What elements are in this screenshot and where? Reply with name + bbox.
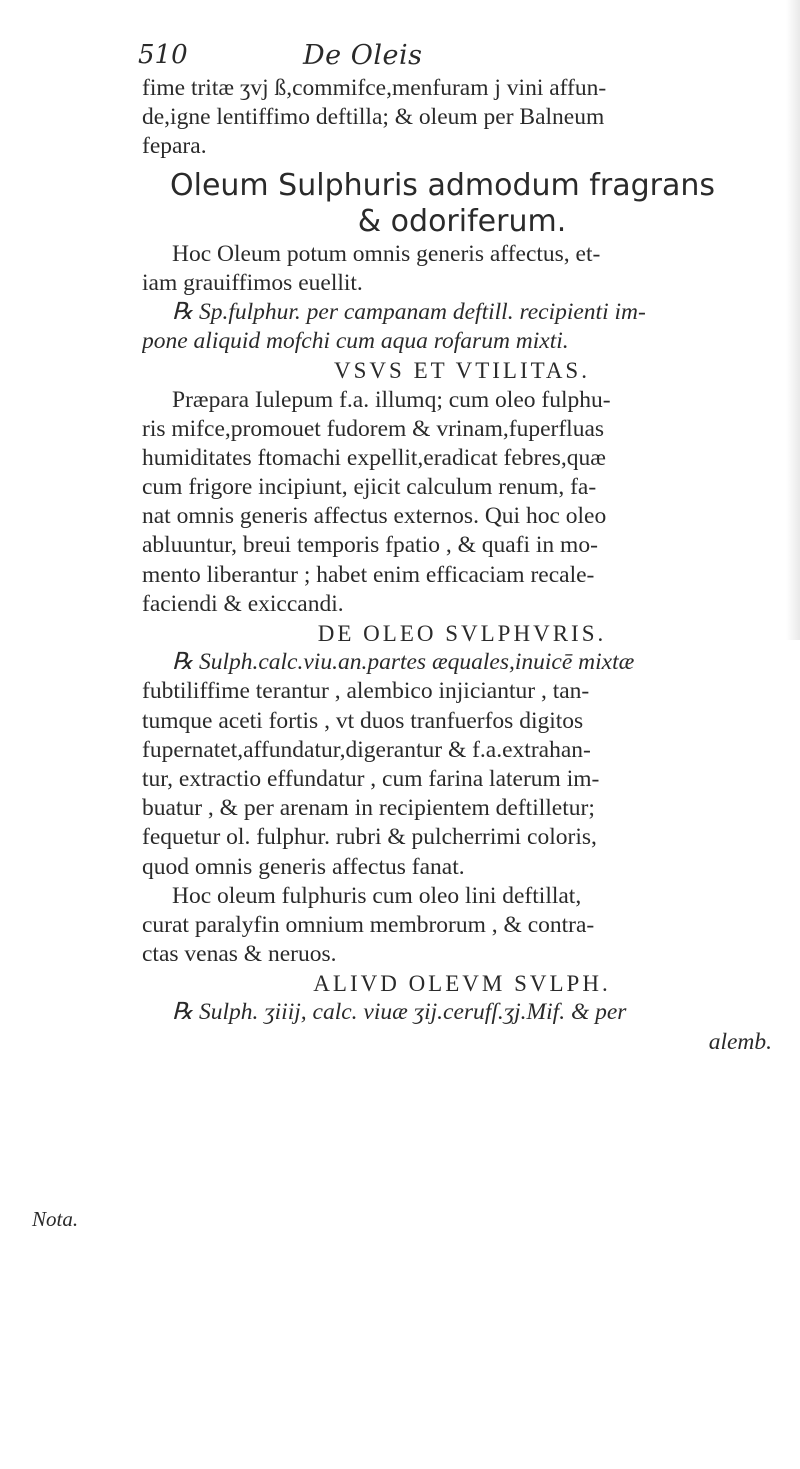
running-head: De Oleis <box>303 40 423 71</box>
text-line: ctas venas & neruos. <box>142 941 337 968</box>
text-line: faciendi & exiccandi. <box>142 590 344 617</box>
text-line: iam grauiffimos euellit. <box>142 269 363 296</box>
catchword: alemb. <box>708 1028 772 1055</box>
text-line: quod omnis generis affectus fanat. <box>142 853 465 880</box>
recipe-line: ℞ Sulph.calc.viu.an.partes æquales,inuicē mixtæ <box>172 649 635 676</box>
recipe-line: ℞ Sulph. ʒiiij, calc. viuæ ʒij.cerufſ.ʒj.Mif. & per <box>172 999 627 1026</box>
text-line: mento liberantur ; habet enim efficaciam recale- <box>142 561 595 588</box>
subsection-heading: ALIVD OLEVM SVLPH. <box>313 971 611 997</box>
recipe-line: pone aliquid mofchi cum aqua rofarum mixti. <box>142 328 569 355</box>
text-line: curat paralyfin omnium membrorum , & contra- <box>142 911 595 938</box>
text-line: abluuntur, breui temporis fpatio , & quafi in mo- <box>142 532 598 559</box>
text-block <box>142 74 782 1057</box>
text-line: Hoc oleum fulphuris cum oleo lini deftillat, <box>172 882 582 909</box>
text-line: tur, extractio effundatur , cum farina laterum im- <box>142 765 600 792</box>
text-line: nat omnis generis affectus externos. Qui hoc oleo <box>142 503 607 530</box>
text-line: ris mifce,promouet fudorem & vrinam,fuperfluas <box>142 415 605 442</box>
section-heading-continued: & odoriferum. <box>357 203 567 239</box>
text-line: fupernatet,affundatur,digerantur & f.a.extrahan- <box>142 736 591 763</box>
text-line: tumque aceti fortis , vt duos tranfuerfos digitos <box>142 707 584 734</box>
text-line: fime tritæ ʒvj ß,commifce,menfuram j vini affun- <box>142 75 607 101</box>
text-line: Hoc Oleum potum omnis generis affectus, et- <box>172 240 601 267</box>
recipe-line: ℞ Sp.fulphur. per campanam deftill. recipienti im- <box>172 298 646 325</box>
text-line: fubtiliffime terantur , alembico injiciantur , tan- <box>142 678 590 705</box>
text-line: Præpara Iulepum f.a. illumq; cum oleo fulphu- <box>172 386 611 413</box>
subsection-heading: VSVS ET VTILITAS. <box>334 358 590 384</box>
text-line: humiditates ftomachi expellit,eradicat febres,quæ <box>142 444 606 471</box>
text-line: buatur , & per arenam in recipientem deftilletur; <box>142 795 595 822</box>
text-line: cum frigore incipiunt, ejicit calculum renum, fa- <box>142 474 597 501</box>
text-line: fepara. <box>142 133 207 160</box>
page-edge-shadow <box>786 0 800 640</box>
text-line: fequetur ol. fulphur. rubri & pulcherrimi coloris, <box>142 824 597 851</box>
text-line: de,igne lentiffimo deftilla; & oleum per Balneum <box>142 104 605 131</box>
page-number: 510 <box>138 40 188 70</box>
margin-note: Nota. <box>32 1207 79 1231</box>
subsection-heading: DE OLEO SVLPHVRIS. <box>317 621 607 646</box>
section-heading: Oleum Sulphuris admodum fragrans <box>170 167 715 203</box>
